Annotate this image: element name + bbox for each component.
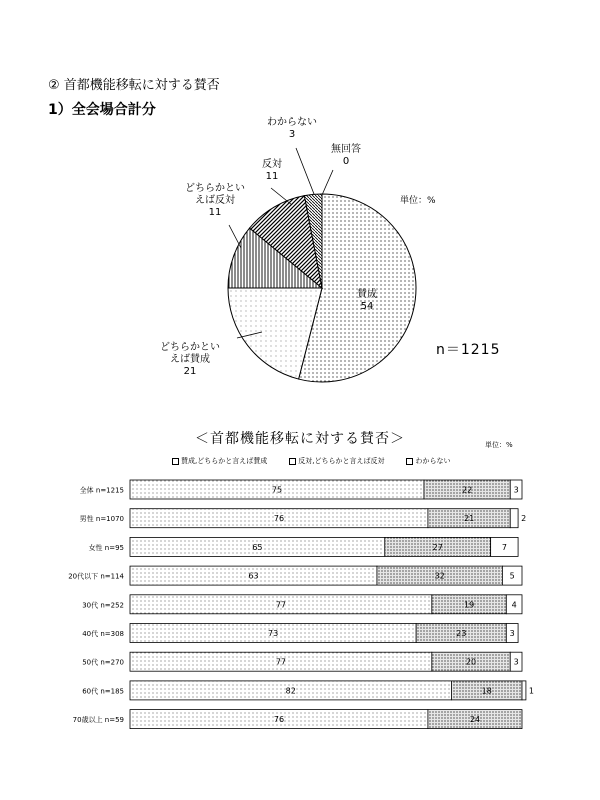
legend-label: わからない <box>415 457 451 465</box>
pie-slice-label: 反対 <box>262 159 282 170</box>
pie-sample-size: n＝1215 <box>436 342 501 358</box>
bar-value-label: 20 <box>465 657 477 667</box>
pie-slice-label: 無回答 <box>331 144 361 155</box>
pie-slice-label: どちらかとい <box>160 342 220 353</box>
legend-label: 反対,どちらかと言えば反対 <box>298 457 385 465</box>
bar-category-label: 40代 n=308 <box>82 630 124 638</box>
pie-slice-value: 54 <box>360 301 374 312</box>
bar-value-label: 32 <box>434 571 445 581</box>
bar-unit-label: 単位：% <box>485 441 513 449</box>
bar-category-label: 全体 n=1215 <box>79 486 124 495</box>
bar-chart-title: ＜首都機能移転に対する賛否＞ <box>195 431 405 447</box>
bar-value-label: 75 <box>271 485 283 495</box>
bar-value-label: 1 <box>528 686 535 696</box>
bar-value-label: 63 <box>248 571 259 581</box>
legend-label: 賛成,どちらかと言えば賛成 <box>181 457 268 465</box>
pie-slice-label: どちらかとい <box>185 183 245 194</box>
pie-slice-label: 賛成 <box>357 289 377 300</box>
bar-value-label: 3 <box>509 629 515 638</box>
bar-value-label: 76 <box>273 715 285 725</box>
pie-unit-label: 単位：% <box>400 196 436 206</box>
bar-value-label: 27 <box>432 542 443 552</box>
bar-segment <box>510 509 518 528</box>
bar-value-label: 23 <box>456 629 467 638</box>
bar-value-label: 19 <box>463 600 475 610</box>
bar-value-label: 3 <box>513 657 519 667</box>
bar-value-label: 5 <box>509 571 515 581</box>
bar-category-label: 70歳以上 n=59 <box>72 716 124 725</box>
bar-value-label: 3 <box>513 485 519 495</box>
pie-slice-value: 11 <box>208 207 222 218</box>
pie-slice-label: えば反対 <box>195 195 235 206</box>
pie-slice-value: 3 <box>288 129 296 140</box>
bar-category-label: 60代 n=185 <box>82 687 124 696</box>
pie-slice-value: 0 <box>342 156 350 167</box>
bar-category-label: 50代 n=270 <box>82 658 124 667</box>
pie-slice-label: わからない <box>267 117 317 128</box>
bar-value-label: 4 <box>511 600 517 610</box>
bar-category-label: 男性 n=1070 <box>79 515 124 524</box>
bar-value-label: 18 <box>481 686 492 696</box>
bar-value-label: 77 <box>275 600 287 610</box>
sub-heading: 1）全会場合計分 <box>48 102 156 118</box>
section-heading: ② 首都機能移転に対する賛否 <box>48 78 220 93</box>
bar-value-label: 82 <box>285 686 296 696</box>
pie-slice-value: 21 <box>183 366 197 377</box>
bar-value-label: 2 <box>521 514 527 524</box>
bar-category-label: 女性 n=95 <box>88 543 124 552</box>
bar-value-label: 22 <box>462 485 473 495</box>
bar-value-label: 73 <box>267 629 279 638</box>
bar-value-label: 77 <box>275 657 287 667</box>
bar-value-label: 76 <box>273 514 285 524</box>
bar-value-label: 65 <box>252 542 263 552</box>
bar-segment <box>522 681 526 700</box>
bar-value-label: 21 <box>463 514 475 524</box>
pie-slice-label: えば賛成 <box>170 354 210 365</box>
pie-slice-value: 11 <box>265 171 279 182</box>
bar-category-label: 20代以下 n=114 <box>68 572 124 581</box>
bar-value-label: 24 <box>469 715 481 725</box>
bar-category-label: 30代 n=252 <box>82 601 124 610</box>
bar-value-label: 7 <box>501 542 507 552</box>
